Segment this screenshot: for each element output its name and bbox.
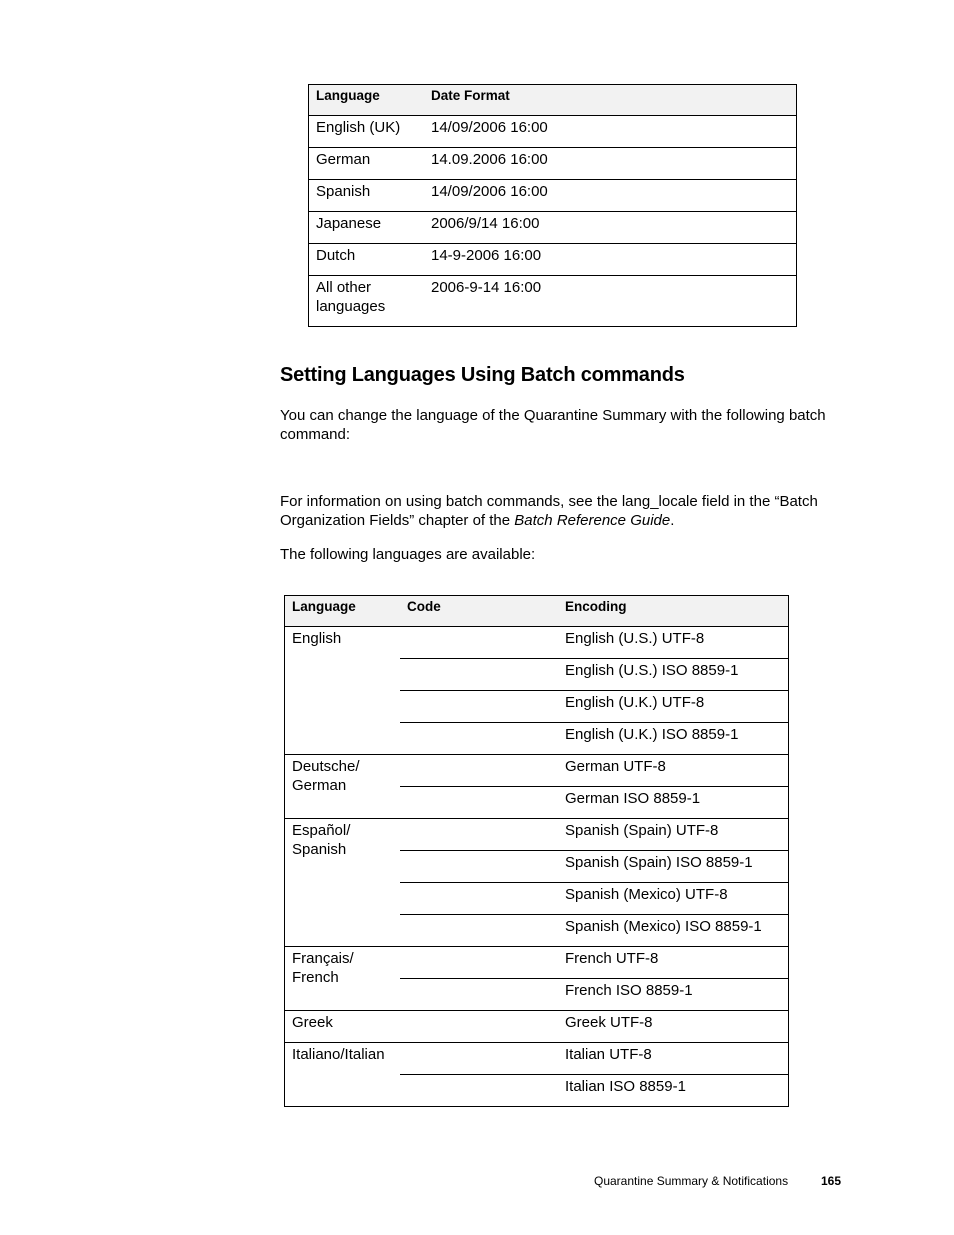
encoding-cell: English (U.K.) ISO 8859-1: [558, 723, 789, 755]
encoding-cell: Spanish (Mexico) ISO 8859-1: [558, 915, 789, 947]
date-table-format: 14.09.2006 16:00: [424, 148, 797, 180]
language-cell: Greek: [285, 1011, 401, 1043]
encoding-cell: Greek UTF-8: [558, 1011, 789, 1043]
table-row: [309, 212, 797, 244]
encoding-cell: German UTF-8: [558, 755, 789, 787]
encoding-cell: Italian ISO 8859-1: [558, 1075, 789, 1107]
date-table-language: Dutch: [309, 244, 425, 276]
code-cell: [400, 947, 558, 979]
code-cell: [400, 691, 558, 723]
table-row: [309, 244, 797, 276]
date-table-header-language: Language: [309, 85, 425, 116]
language-cell: Deutsche/ German: [285, 755, 401, 819]
code-cell: [400, 851, 558, 883]
info-text-end: .: [670, 512, 675, 529]
encoding-cell: French ISO 8859-1: [558, 979, 789, 1011]
date-table-format: 2006/9/14 16:00: [424, 212, 797, 244]
info-paragraph: [280, 492, 850, 530]
code-cell: [400, 755, 558, 787]
language-table-header-language: Language: [285, 596, 401, 627]
encoding-cell: English (U.K.) UTF-8: [558, 691, 789, 723]
date-format-table: [308, 84, 797, 327]
date-table-language: All other languages: [316, 279, 386, 315]
date-table-format: 14-9-2006 16:00: [424, 244, 797, 276]
code-cell: [400, 1011, 558, 1043]
footer-section-title: Quarantine Summary & Notifications: [594, 1174, 789, 1188]
encoding-cell: Spanish (Mexico) UTF-8: [558, 883, 789, 915]
date-table-language: Spanish: [309, 180, 425, 212]
table-row: [285, 947, 789, 979]
page-number: 165: [821, 1174, 842, 1188]
encoding-cell: German ISO 8859-1: [558, 787, 789, 819]
section-heading: Setting Languages Using Batch commands: [280, 364, 685, 386]
code-cell: [400, 659, 558, 691]
language-cell: English: [292, 630, 342, 647]
encoding-cell: Spanish (Spain) ISO 8859-1: [558, 851, 789, 883]
date-table-format: 2006-9-14 16:00: [431, 279, 542, 296]
table-row: [309, 180, 797, 212]
language-table-header-code: Code: [400, 596, 558, 627]
code-cell: [400, 819, 558, 851]
table-row: [285, 755, 789, 787]
language-table-header-encoding: Encoding: [558, 596, 789, 627]
table-row: [285, 1043, 789, 1075]
table-row: [309, 276, 797, 327]
table-row: [309, 116, 797, 148]
code-cell: [400, 883, 558, 915]
code-cell: [400, 787, 558, 819]
date-table-header-row: [309, 85, 797, 116]
table-row: [309, 148, 797, 180]
table-row: [285, 1011, 789, 1043]
language-cell: Italiano/Italian: [285, 1043, 401, 1107]
encoding-cell: English (U.S.) UTF-8: [565, 630, 705, 647]
code-cell: [400, 1075, 558, 1107]
code-cell: [400, 979, 558, 1011]
language-table: [284, 595, 789, 1107]
language-cell: Français/ French: [285, 947, 401, 1011]
available-paragraph: The following languages are available:: [280, 546, 536, 563]
date-table-format: 14/09/2006 16:00: [424, 180, 797, 212]
date-table-language: English (UK): [309, 116, 425, 148]
table-row: [285, 627, 789, 659]
encoding-cell: Italian UTF-8: [558, 1043, 789, 1075]
date-table-language: Japanese: [309, 212, 425, 244]
code-cell: [400, 627, 558, 659]
date-table-header-format: Date Format: [424, 85, 797, 116]
table-row: [285, 819, 789, 851]
code-cell: [400, 1043, 558, 1075]
language-table-header-row: [285, 596, 789, 627]
code-cell: [400, 723, 558, 755]
date-table-format: 14/09/2006 16:00: [424, 116, 797, 148]
encoding-cell: French UTF-8: [558, 947, 789, 979]
batch-reference-guide-title: Batch Reference Guide: [514, 512, 671, 529]
language-cell: Español/ Spanish: [285, 819, 401, 947]
encoding-cell: Spanish (Spain) UTF-8: [558, 819, 789, 851]
intro-paragraph: You can change the language of the Quarantine Summary with the following batch command:: [280, 407, 826, 443]
info-text: For information on using batch commands, see the lang_locale field in the “Batch Organization Fields” chapter of the: [280, 493, 818, 529]
date-table-language: German: [309, 148, 425, 180]
encoding-cell: English (U.S.) ISO 8859-1: [558, 659, 789, 691]
code-cell: [400, 915, 558, 947]
